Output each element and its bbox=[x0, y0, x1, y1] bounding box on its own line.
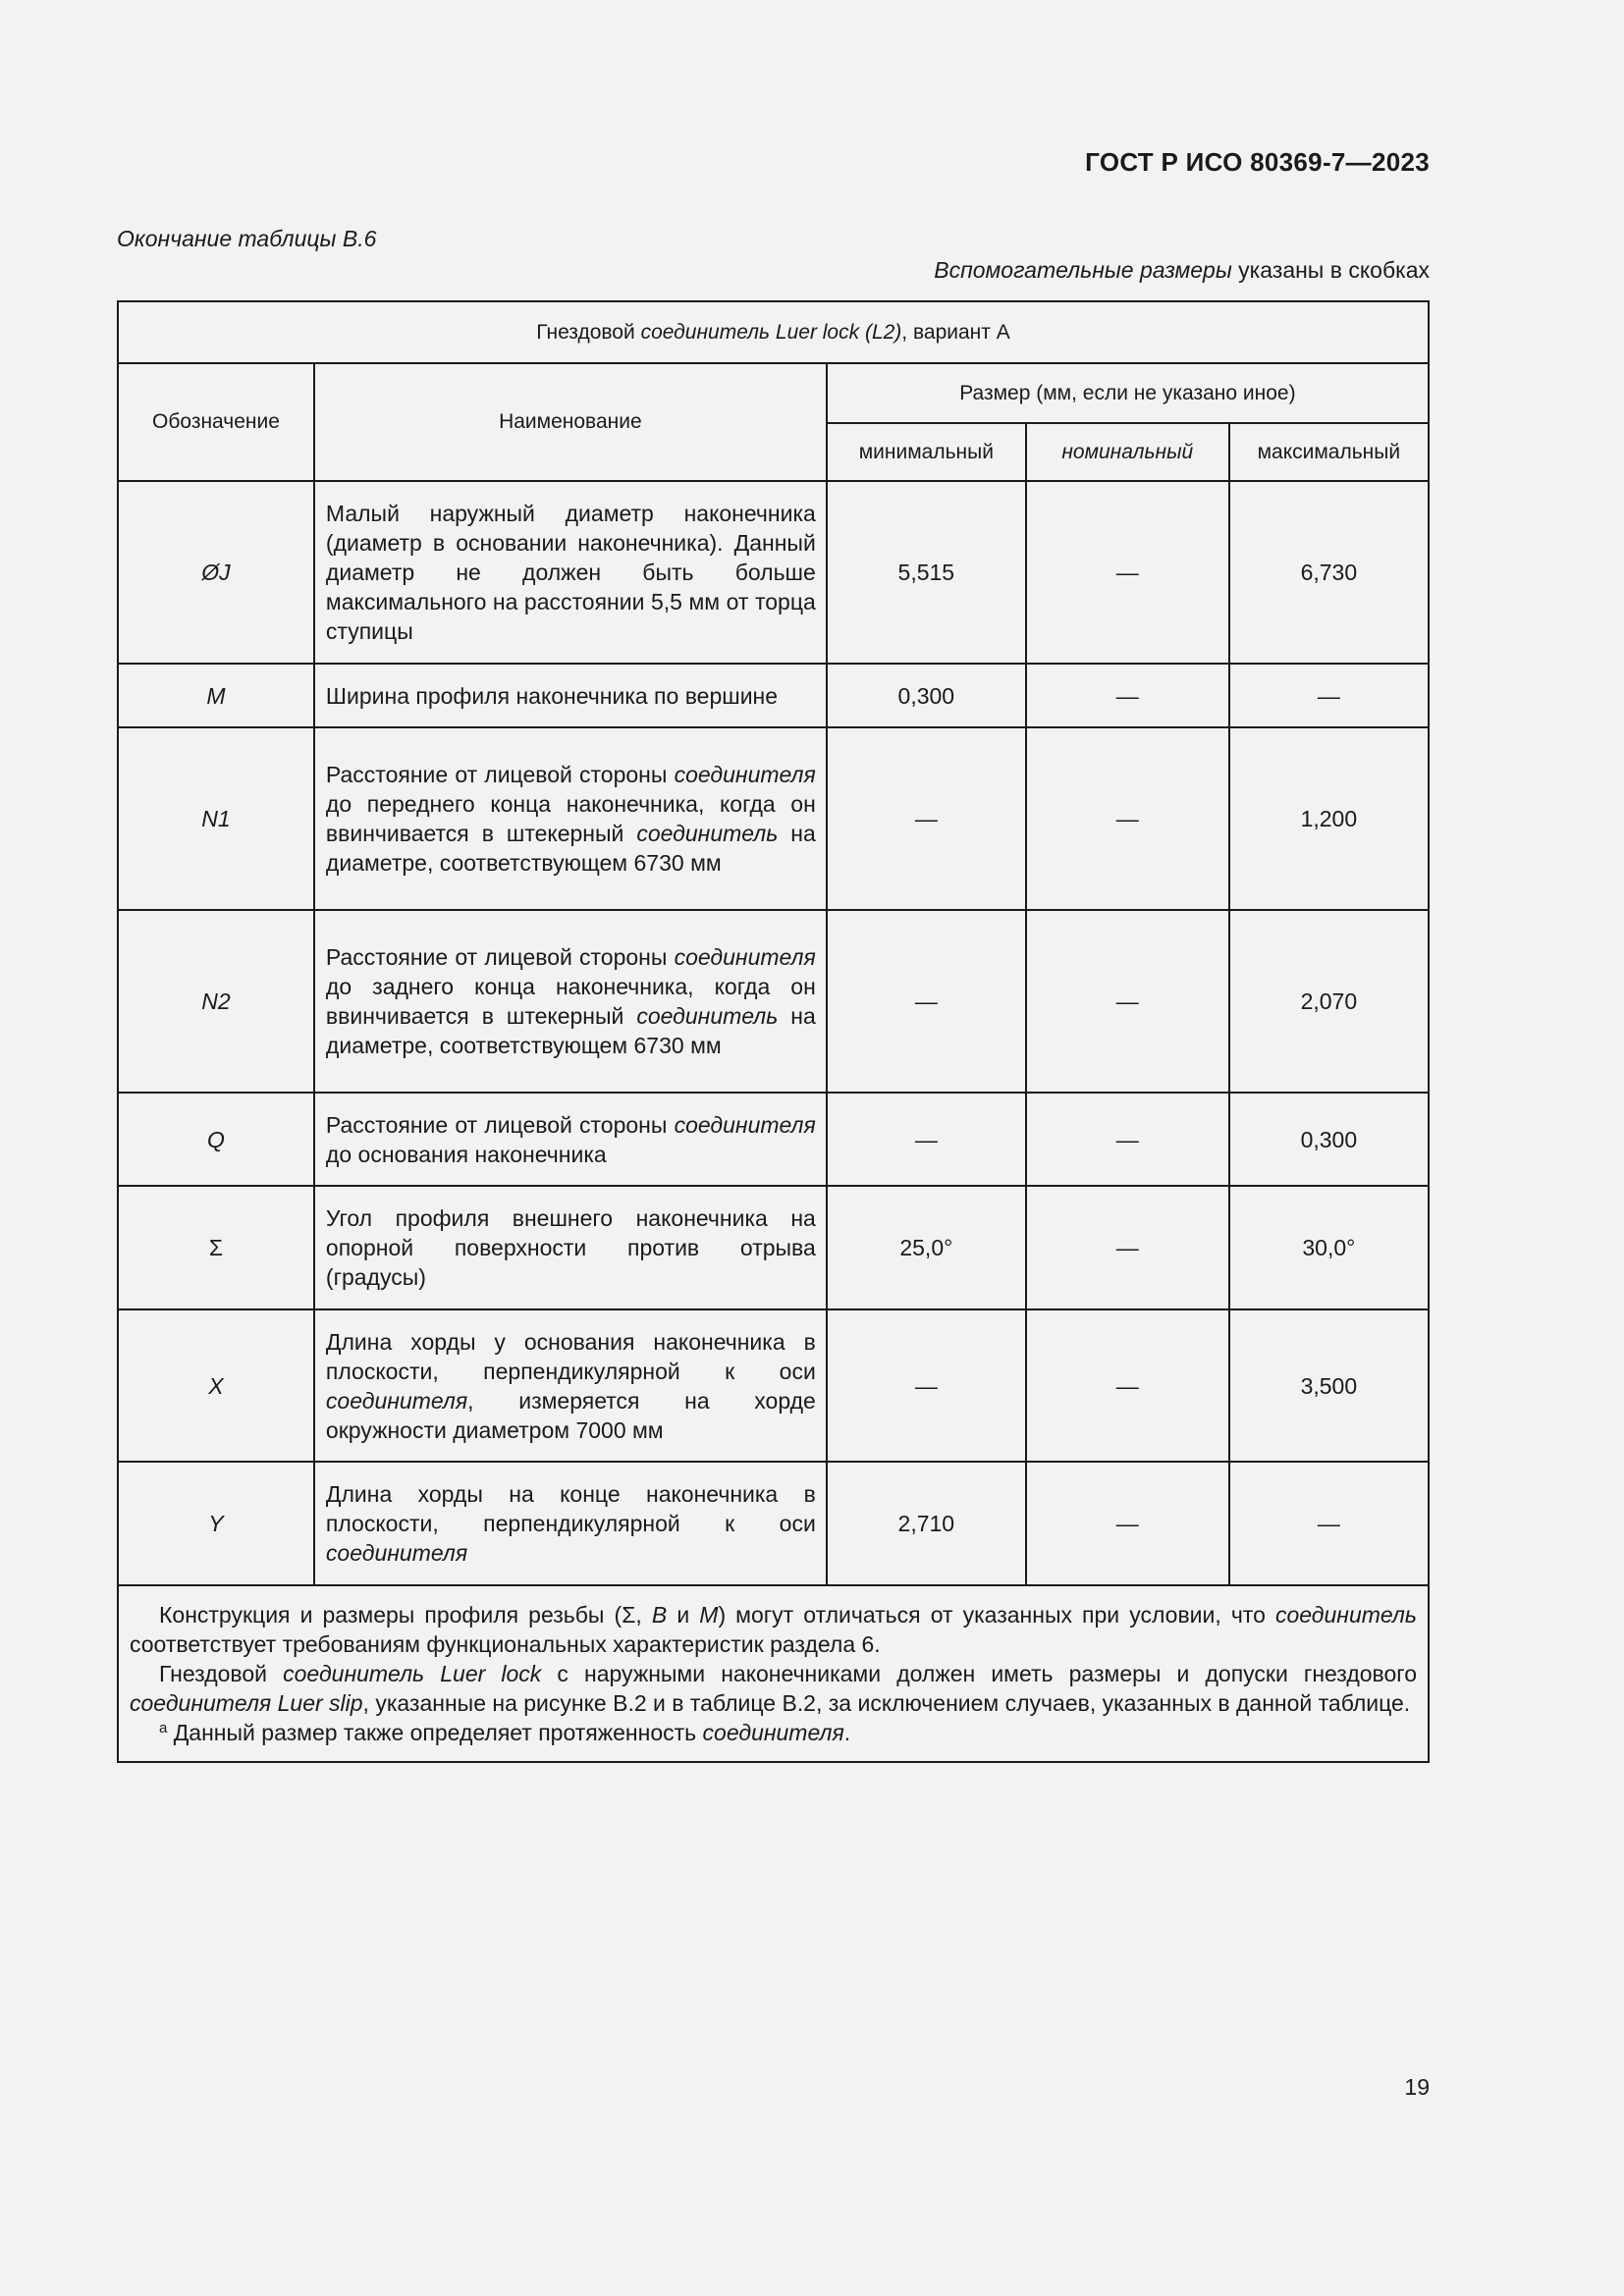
title-pre: Гнездовой bbox=[536, 320, 641, 344]
col-header-name: Наименование bbox=[314, 363, 827, 481]
name-text: Длина хорды на конце наконечника в плоскости, перпендикулярной к оси bbox=[325, 1481, 816, 1536]
name-text: до основания наконечника bbox=[325, 1141, 607, 1167]
col-header-size: Размер (мм, если не указано иное) bbox=[827, 363, 1429, 423]
nom-cell: — bbox=[1026, 1186, 1229, 1309]
aux-note-rest: указаны в скобках bbox=[1231, 257, 1430, 283]
name-text: Расстояние от лицевой стороны bbox=[325, 762, 675, 787]
name-text: , измеряется на хорде окружности диаметром 7000 мм bbox=[325, 1387, 816, 1443]
col-header-nom: номинальный bbox=[1026, 423, 1229, 481]
table-caption: Окончание таблицы В.6 bbox=[117, 226, 377, 251]
name-text: на диаметре, соответствующем 6730 мм bbox=[325, 1003, 816, 1058]
footnote-term: соединителя bbox=[702, 1720, 844, 1745]
title-italic: соединитель Luer lock (L2) bbox=[640, 320, 902, 344]
col-header-max: максимальный bbox=[1229, 423, 1429, 481]
max-cell: — bbox=[1229, 1462, 1429, 1585]
document-code: ГОСТ Р ИСО 80369-7—2023 bbox=[1085, 147, 1430, 177]
name-term: соединителя bbox=[674, 944, 816, 970]
name-term: соединителя bbox=[325, 1387, 468, 1414]
auxiliary-dimensions-note bbox=[934, 257, 1430, 284]
name-term: соединителя bbox=[325, 1540, 468, 1566]
name-cell: Угол профиля внешнего наконечника на опорной поверхности против отрыва (градусы) bbox=[314, 1186, 827, 1309]
nom-cell: — bbox=[1026, 727, 1229, 910]
name-text: на диаметре, соответствующем 6730 мм bbox=[325, 821, 816, 876]
col-header-min: минимальный bbox=[827, 423, 1026, 481]
name-term: соединитель bbox=[636, 1003, 779, 1029]
note-term: соединитель bbox=[1274, 1602, 1417, 1628]
note-text: ) могут отличаться от указанных при условии, что bbox=[718, 1602, 1275, 1628]
col-header-designation: Обозначение bbox=[118, 363, 314, 481]
designation-cell: X bbox=[118, 1309, 314, 1462]
max-cell: 6,730 bbox=[1229, 481, 1429, 664]
designation-cell: Y bbox=[118, 1462, 314, 1585]
name-term: соединителя bbox=[674, 762, 816, 787]
min-cell: — bbox=[827, 910, 1026, 1093]
dimensions-table bbox=[117, 300, 1430, 1763]
name-text: Длина хорды у основания наконечника в плоскости, перпендикулярной к оси bbox=[325, 1328, 816, 1384]
designation-cell: Σ bbox=[118, 1186, 314, 1309]
page-number: 19 bbox=[1404, 2074, 1430, 2100]
name-text: до заднего конца наконечника, когда он ввинчивается в штекерный bbox=[325, 974, 816, 1029]
footnote-mark: a bbox=[159, 1720, 168, 1736]
name-cell bbox=[314, 1309, 827, 1462]
note-term: B bbox=[651, 1602, 668, 1628]
table-row bbox=[118, 910, 1429, 1093]
table-notes-row bbox=[118, 1585, 1429, 1762]
table-row bbox=[118, 481, 1429, 664]
table-row bbox=[118, 1186, 1429, 1309]
min-cell: 5,515 bbox=[827, 481, 1026, 664]
min-cell: — bbox=[827, 1093, 1026, 1186]
note-text: с наружными наконечниками должен иметь размеры и допуски гнездового bbox=[541, 1661, 1417, 1686]
max-cell: 2,070 bbox=[1229, 910, 1429, 1093]
note-text: Гнездовой bbox=[159, 1661, 284, 1686]
table-row bbox=[118, 727, 1429, 910]
nom-cell: — bbox=[1026, 481, 1229, 664]
note-paragraph bbox=[130, 1659, 1417, 1718]
name-text: Расстояние от лицевой стороны bbox=[325, 1111, 675, 1138]
designation-cell: N1 bbox=[118, 727, 314, 910]
designation-cell: Q bbox=[118, 1093, 314, 1186]
note-term: M bbox=[699, 1602, 719, 1628]
note-text: и bbox=[667, 1602, 700, 1628]
min-cell: 2,710 bbox=[827, 1462, 1026, 1585]
table-row bbox=[118, 1309, 1429, 1462]
table-notes bbox=[118, 1585, 1429, 1762]
nom-cell: — bbox=[1026, 1462, 1229, 1585]
title-post: , вариант А bbox=[901, 320, 1010, 344]
note-term: соединителя Luer slip bbox=[130, 1690, 363, 1716]
min-cell: 0,300 bbox=[827, 664, 1026, 727]
name-term: соединителя bbox=[674, 1111, 816, 1138]
footnote bbox=[130, 1718, 1417, 1747]
designation-cell: M bbox=[118, 664, 314, 727]
name-text: Расстояние от лицевой стороны bbox=[325, 944, 675, 970]
note-term: соединитель Luer lock bbox=[283, 1661, 542, 1686]
table-row bbox=[118, 1462, 1429, 1585]
footnote-text: Данный размер также определяет протяженность bbox=[167, 1720, 703, 1745]
name-cell bbox=[314, 910, 827, 1093]
max-cell: 3,500 bbox=[1229, 1309, 1429, 1462]
nom-cell: — bbox=[1026, 664, 1229, 727]
min-cell: — bbox=[827, 727, 1026, 910]
table-title bbox=[118, 301, 1429, 363]
max-cell: 0,300 bbox=[1229, 1093, 1429, 1186]
note-text: соответствует требованиям функциональных характеристик раздела 6. bbox=[130, 1631, 881, 1657]
min-cell: 25,0° bbox=[827, 1186, 1026, 1309]
note-text: , указанные на рисунке В.2 и в таблице В.2, за исключением случаев, указанных в данной таблице. bbox=[362, 1690, 1411, 1716]
note-paragraph bbox=[130, 1600, 1417, 1659]
table-row bbox=[118, 1093, 1429, 1186]
name-cell bbox=[314, 727, 827, 910]
name-cell: Малый наружный диаметр наконечника (диаметр в основании наконечника). Данный диаметр не должен быть больше максимального на расстоянии 5,5 мм от торца ступицы bbox=[314, 481, 827, 664]
nom-cell: — bbox=[1026, 1093, 1229, 1186]
min-cell: — bbox=[827, 1309, 1026, 1462]
name-term: соединитель bbox=[636, 821, 779, 846]
footnote-text: . bbox=[843, 1720, 851, 1745]
nom-cell: — bbox=[1026, 910, 1229, 1093]
max-cell: 30,0° bbox=[1229, 1186, 1429, 1309]
name-cell bbox=[314, 1462, 827, 1585]
aux-note-italic: Вспомогательные размеры bbox=[934, 257, 1232, 283]
note-text: Конструкция и размеры профиля резьбы (Σ, bbox=[159, 1602, 652, 1628]
name-text: до переднего конца наконечника, когда он ввинчивается в штекерный bbox=[325, 791, 816, 846]
nom-cell: — bbox=[1026, 1309, 1229, 1462]
table-row bbox=[118, 664, 1429, 727]
name-cell bbox=[314, 1093, 827, 1186]
max-cell: 1,200 bbox=[1229, 727, 1429, 910]
designation-cell: N2 bbox=[118, 910, 314, 1093]
designation-cell: ØJ bbox=[118, 481, 314, 664]
name-cell: Ширина профиля наконечника по вершине bbox=[314, 664, 827, 727]
max-cell: — bbox=[1229, 664, 1429, 727]
